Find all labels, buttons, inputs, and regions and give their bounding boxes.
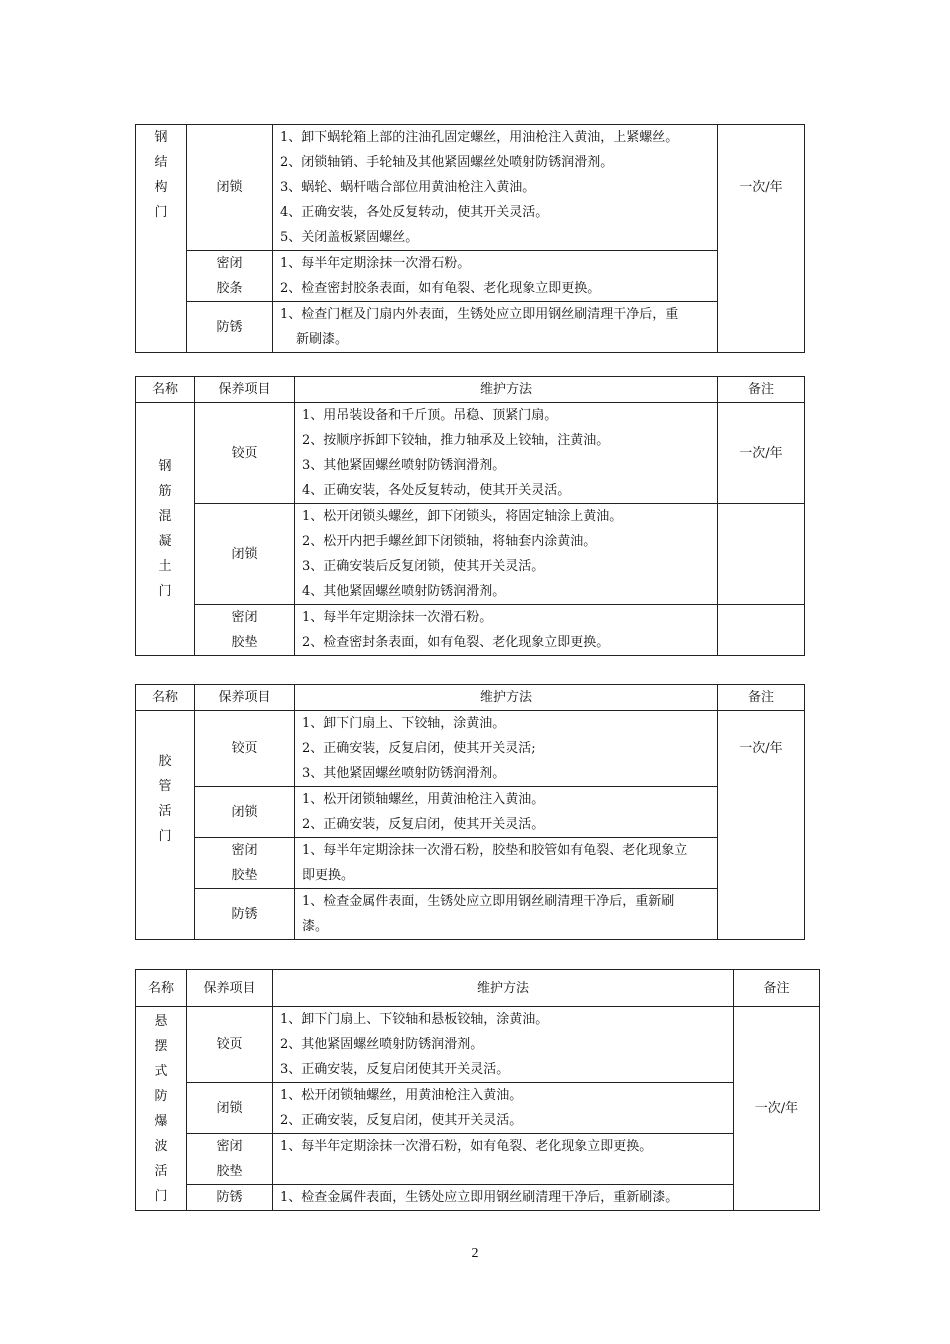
table-row [136,787,805,838]
table-row [136,302,805,353]
method-cell: 1、检查金属件表面，生锈处应立即用钢丝刷清理干净后，重新刷漆。 [273,1185,734,1211]
table-swing-blast-valve-door [135,969,820,1211]
table-row [136,1083,820,1134]
table-row [136,838,805,889]
note-cell [718,504,805,605]
header-note: 备注 [718,685,805,711]
table-row [136,1134,820,1185]
method-cell: 1、松开闭锁轴螺丝，用黄油枪注入黄油。 2、正确安装，反复启闭，使其开关灵活。 [273,1083,734,1134]
maintenance-item: 防锈 [195,889,295,940]
table-header-row [136,685,805,711]
note-cell: 一次/年 [718,711,805,940]
table-row [136,504,805,605]
method-cell: 1、每半年定期涂抹一次滑石粉。 2、检查密封胶条表面，如有龟裂、老化现象立即更换。 [273,251,718,302]
page-number: 2 [471,1246,479,1261]
header-name: 名称 [136,970,187,1007]
maintenance-item: 防锈 [187,302,273,353]
table-row [136,605,805,656]
note-cell: 一次/年 [718,125,805,353]
table-row [136,1185,820,1211]
maintenance-item: 闭锁 [187,125,273,251]
note-cell: 一次/年 [718,403,805,504]
table-steel-structure-door [135,124,805,353]
maintenance-item: 铰页 [187,1007,273,1083]
header-note: 备注 [718,377,805,403]
method-cell: 1、检查门框及门扇内外表面，生锈处应立即用钢丝刷清理干净后，重 新刷漆。 [273,302,718,353]
method-cell: 1、卸下门扇上、下铰轴和悬板铰轴，涂黄油。 2、其他紧固螺丝喷射防锈润滑剂。 3、正确安装，反复启闭使其开关灵活。 [273,1007,734,1083]
maintenance-item: 密闭 胶垫 [195,838,295,889]
header-note: 备注 [734,970,820,1007]
header-method: 维护方法 [295,685,718,711]
table-header-row [136,377,805,403]
header-item: 保养项目 [187,970,273,1007]
table-reinforced-concrete-door [135,376,805,656]
method-cell: 1、检查金属件表面，生锈处应立即用钢丝刷清理干净后，重新刷 漆。 [295,889,718,940]
maintenance-item: 密闭 胶垫 [187,1134,273,1185]
table-row [136,125,805,251]
method-cell: 1、用吊装设备和千斤顶。吊稳、顶紧门扇。 2、按顺序拆卸下铰轴，推力轴承及上铰轴，注黄油。 3、其他紧固螺丝喷射防锈润滑剂。 4、正确安装，各处反复转动，使其开关灵活。 [295,403,718,504]
maintenance-item: 密闭 胶条 [187,251,273,302]
header-name: 名称 [136,377,195,403]
method-cell: 1、每半年定期涂抹一次滑石粉，胶垫和胶管如有龟裂、老化现象立 即更换。 [295,838,718,889]
method-cell: 1、卸下门扇上、下铰轴，涂黄油。 2、正确安装，反复启闭，使其开关灵活; 3、其他紧固螺丝喷射防锈润滑剂。 [295,711,718,787]
door-name-cell: 悬 摆 式 防 爆 波 活 门 [136,1007,187,1211]
maintenance-item: 防锈 [187,1185,273,1211]
method-cell: 1、卸下蜗轮箱上部的注油孔固定螺丝，用油枪注入黄油，上紧螺丝。 2、闭锁轴销、手轮轴及其他紧固螺丝处喷射防锈润滑剂。 3、蜗轮、蜗杆啮合部位用黄油枪注入黄油。 4、正确安装，各处反复转动，使其开关灵活。 5、关闭盖板紧固螺丝。 [273,125,718,251]
door-name-cell: 胶 管 活 门 [136,711,195,940]
table-row [136,1007,820,1083]
header-item: 保养项目 [195,377,295,403]
method-cell: 1、松开闭锁头螺丝，卸下闭锁头，将固定轴涂上黄油。 2、松开内把手螺丝卸下闭锁轴，将轴套内涂黄油。 3、正确安装后反复闭锁，使其开关灵活。 4、其他紧固螺丝喷射防锈润滑剂。 [295,504,718,605]
header-method: 维护方法 [273,970,734,1007]
maintenance-item: 闭锁 [195,504,295,605]
table-hose-valve-door [135,684,805,940]
door-name-cell: 钢 筋 混 凝 土 门 [136,403,195,656]
maintenance-item: 铰页 [195,403,295,504]
header-method: 维护方法 [295,377,718,403]
table-row [136,711,805,787]
method-cell: 1、松开闭锁轴螺丝，用黄油枪注入黄油。 2、正确安装，反复启闭，使其开关灵活。 [295,787,718,838]
table-row [136,403,805,504]
maintenance-item: 闭锁 [187,1083,273,1134]
method-cell: 1、每半年定期涂抹一次滑石粉，如有龟裂、老化现象立即更换。 [273,1134,734,1185]
maintenance-item: 闭锁 [195,787,295,838]
note-cell [718,605,805,656]
maintenance-item: 密闭 胶垫 [195,605,295,656]
note-cell: 一次/年 [734,1007,820,1211]
header-name: 名称 [136,685,195,711]
method-cell: 1、每半年定期涂抹一次滑石粉。 2、检查密封条表面，如有龟裂、老化现象立即更换。 [295,605,718,656]
table-row [136,251,805,302]
header-item: 保养项目 [195,685,295,711]
table-header-row [136,970,820,1007]
door-name-cell: 钢 结 构 门 [136,125,187,353]
table-row [136,889,805,940]
maintenance-item: 铰页 [195,711,295,787]
